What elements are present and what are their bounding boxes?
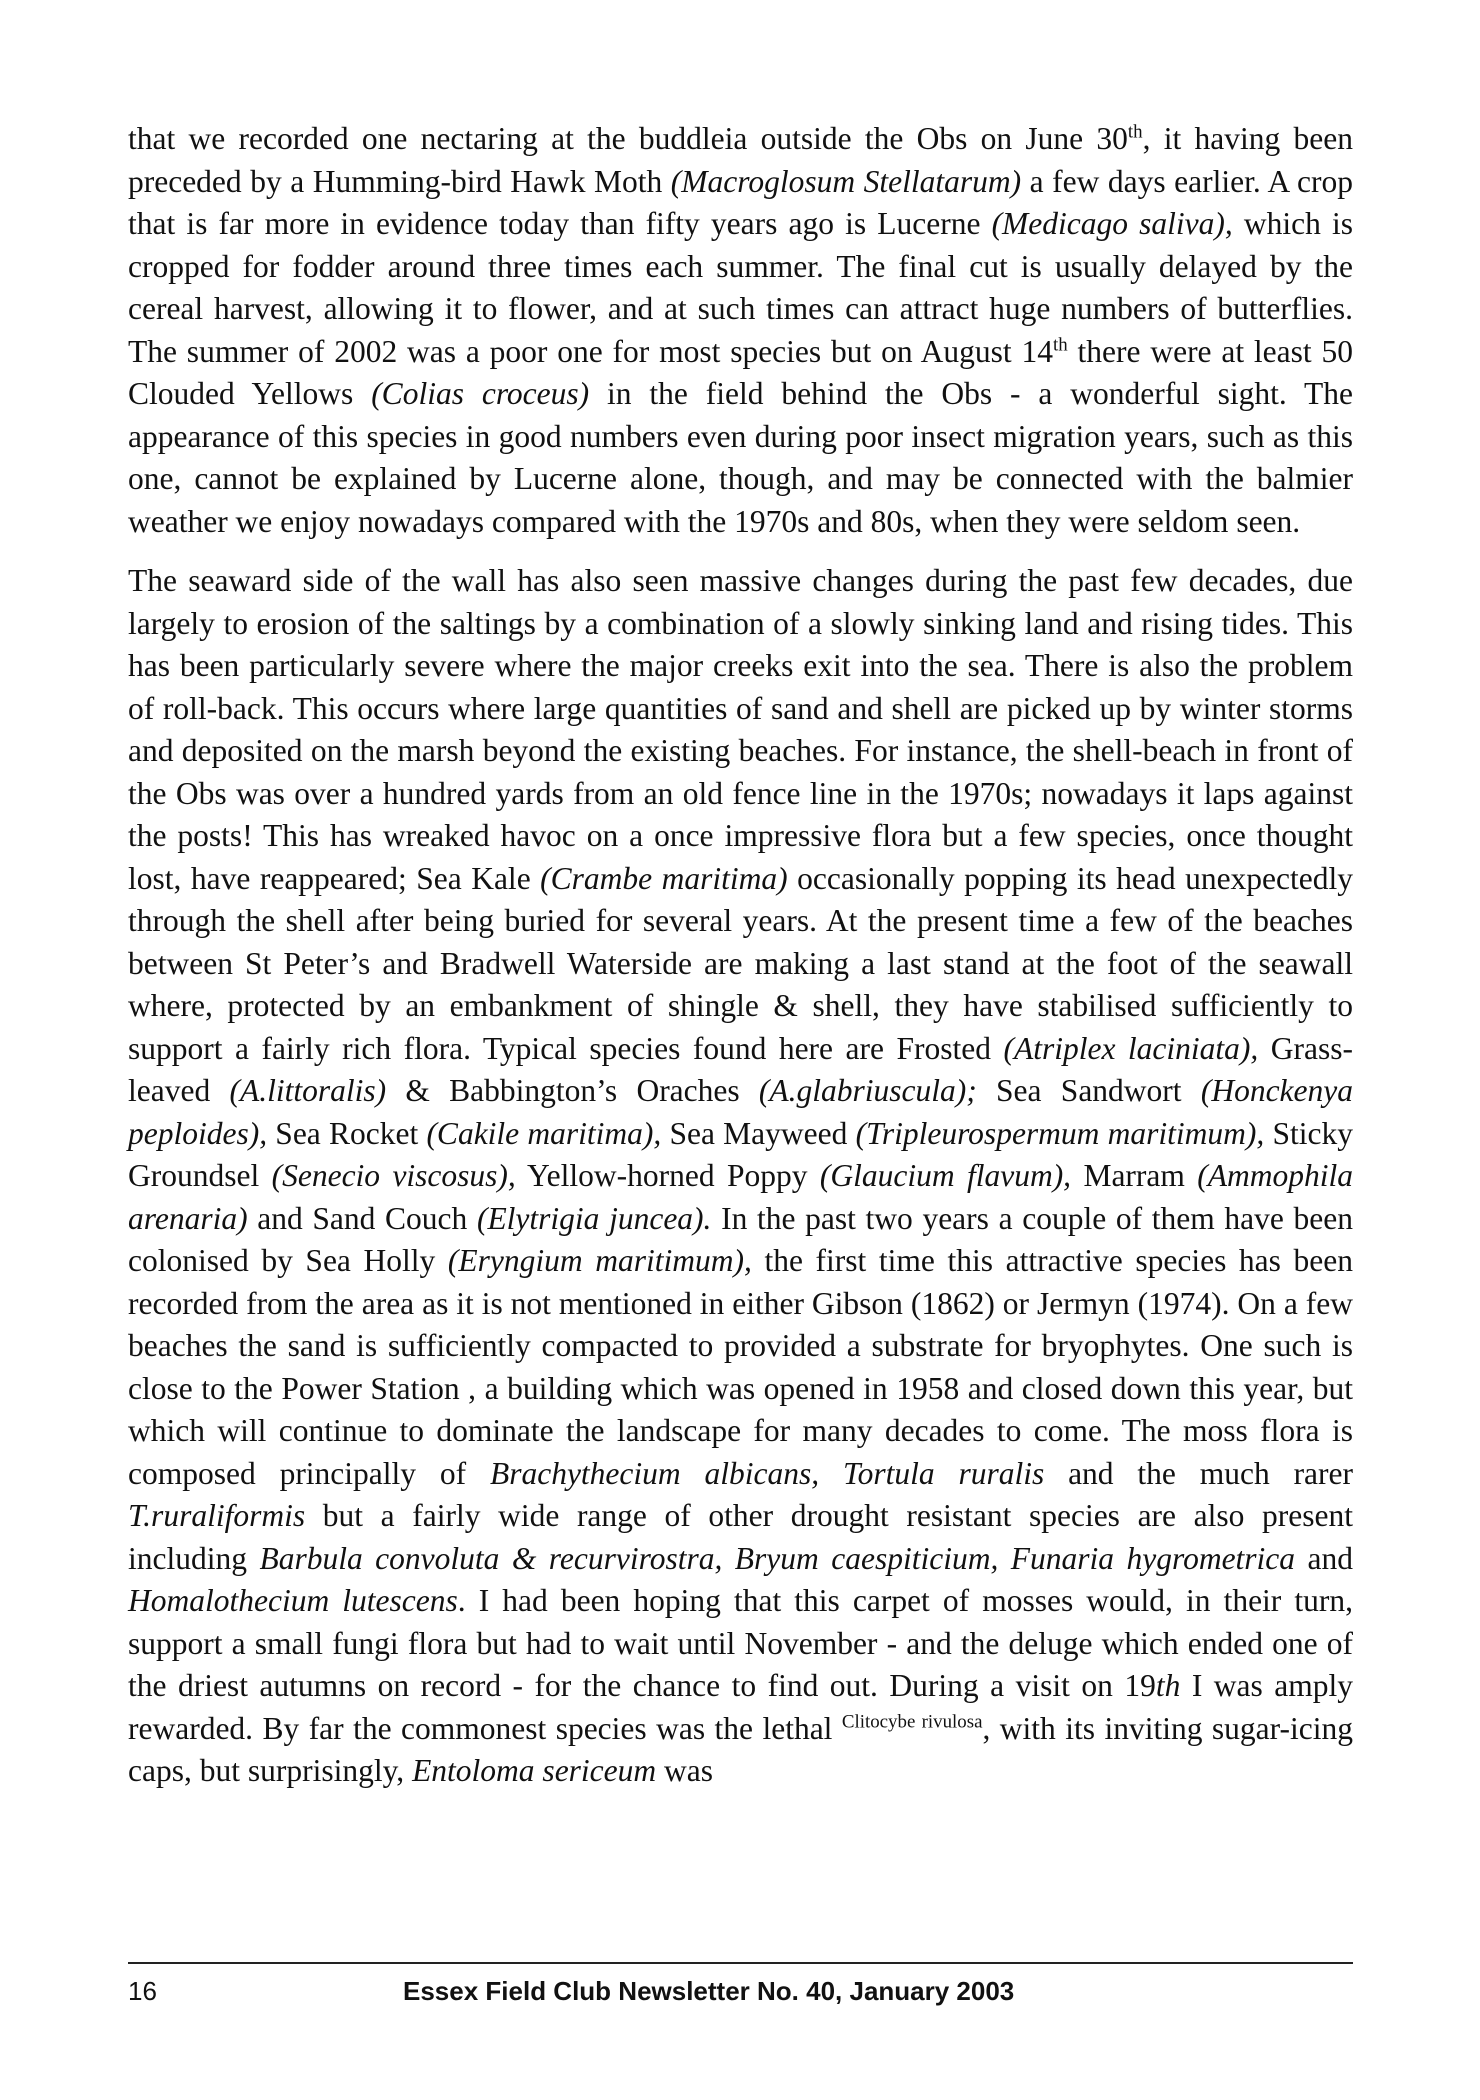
species-name: th (1155, 1668, 1181, 1703)
species-name: (Macroglosum Stellatarum) (670, 163, 1022, 199)
species-name: (Honckenya peploides), (128, 1073, 1353, 1151)
species-name: (Senecio viscosus), (271, 1158, 516, 1193)
species-name: (Colias croceus) (371, 376, 590, 411)
species-name: (Elytrigia juncea). (476, 1200, 712, 1236)
superscript: Clitocybe rivulosa (841, 1711, 983, 1732)
species-name: (Medicago saliva), (991, 206, 1233, 241)
text-run: , it having been preceded by a Humming-bird Hawk Moth (128, 121, 1353, 199)
text-run: the first time this attractive species has been recorded from the area as it is not mentioned in either Gibson (1862) or Jermyn (1974). On a few beaches the sand is sufficiently compacted to provided a substrate for bryophytes. One such is close to the Power Station , a building which was opened in 1958 and closed down this year, but which will continue to dominate the landscape for many decades to come. The moss flora is composed principally of (128, 1243, 1353, 1491)
text-run: Sea Mayweed (661, 1115, 856, 1151)
species-name: (A.littoralis) (229, 1073, 387, 1108)
text-run: The seaward side of the wall has also seen massive changes during the past few decades, due largely to erosion of the saltings by a combination of a slowly sinking land and rising tides. This has been particularly severe where the major creeks exit into the sea. There is also the problem of roll-back. This occurs where large quantities of sand and shell are picked up by winter storms and deposited on the marsh beyond the existing beaches. For instance, the shell-beach in front of the Obs was over a hundred yards from an old fence line in the 1970s; nowadays it laps against the posts! This has wreaked havoc on a once impressive flora but a few species, once thought lost, have reappeared; Sea Kale (128, 563, 1353, 896)
page-number: 16 (128, 1976, 157, 2006)
superscript: th (1127, 121, 1143, 143)
text-run: & Babbington’s Oraches (386, 1073, 759, 1108)
text-run: in the field behind the Obs - a wonderful sight. The appearance of this species in good numbers even during poor insect migration years, such as this one, cannot be explained by Lucerne alone, though, and may be connected with the balmier weather we enjoy nowadays compared with the 1970s and 80s, when they were seldom seen. (128, 376, 1354, 539)
footer-rule (128, 1962, 1353, 1964)
newsletter-title: Essex Field Club Newsletter No. 40, January 2003 (403, 1976, 1015, 2006)
text-run: . I had been hoping that this carpet of mosses would, in their turn, support a small fungi flora but had to wait until November - and the deluge which ended one of the driest autumns on record - for the chance to find out. During a visit on 19 (128, 1583, 1353, 1703)
text-run: but a fairly wide range of other drought resistant species are also present including (128, 1498, 1353, 1576)
species-name: (Eryngium maritimum), (447, 1243, 752, 1278)
page-body (128, 118, 1353, 1793)
species-name: (Atriplex laciniata), (1003, 1030, 1259, 1066)
text-run: Marram (1071, 1158, 1198, 1193)
text-run: In the past two years a couple of them have been colonised by Sea Holly (128, 1200, 1353, 1278)
text-run: was (656, 1753, 714, 1788)
paragraph-2 (128, 560, 1353, 1793)
species-name: (Tripleurospermum maritimum), (855, 1115, 1265, 1151)
text-run: which is cropped for fodder around three times each summer. The final cut is usually delayed by the cereal harvest, allowing it to flower, and at such times can attract huge numbers of butterflies. The summer of 2002 was a poor one for most species but on August 14 (128, 206, 1353, 369)
superscript: th (1053, 334, 1068, 355)
text-run: Grass-leaved (128, 1030, 1353, 1108)
page-footer (128, 1976, 1353, 2016)
species-name: Barbula convoluta & recurvirostra, Bryum caespiticium, Funaria hygrometrica (259, 1540, 1296, 1576)
text-run: Sea Sandwort (976, 1073, 1201, 1108)
text-run: and (1295, 1540, 1353, 1576)
paragraph-1 (128, 118, 1353, 543)
species-name: (Ammophila arenaria) (128, 1158, 1354, 1236)
text-run: and the much rarer (1044, 1455, 1354, 1491)
species-name: Entoloma sericeum (412, 1753, 657, 1788)
text-run: Sticky Groundsel (128, 1115, 1353, 1193)
species-name: T.ruraliformis (128, 1498, 306, 1533)
text-run: Yellow-horned Poppy (515, 1158, 820, 1193)
species-name: (Crambe maritima) (540, 860, 788, 896)
text-run: there were at least 50 Clouded Yellows (128, 333, 1353, 411)
text-run: that we recorded one nectaring at the buddleia outside the Obs on June 30 (128, 121, 1128, 156)
species-name: (A.glabriuscula); (758, 1073, 977, 1108)
species-name: Brachythecium albicans, Tortula ruralis (489, 1455, 1045, 1491)
text-run: a few days earlier. A crop that is far more in evidence today than fifty years ago is Lucerne (128, 163, 1354, 241)
text-run: , with its inviting sugar-icing caps, but surprisingly, (128, 1710, 1353, 1788)
text-run: and Sand Couch (247, 1200, 477, 1236)
species-name: (Cakile maritima), (426, 1115, 662, 1151)
species-name: Homalothecium lutescens (128, 1583, 458, 1618)
species-name: (Glaucium flavum), (819, 1158, 1072, 1193)
text-run: occasionally popping its head unexpectedly through the shell after being buried for several years. At the present time a few of the beaches between St Peter’s and Bradwell Waterside are making a last stand at the foot of the seawall where, protected by an embankment of shingle & shell, they have stabilised sufficiently to support a fairly rich flora. Typical species found here are Frosted (128, 860, 1354, 1066)
text-run: I was amply rewarded. By far the commonest species was the lethal (128, 1668, 1353, 1746)
text-run: Sea Rocket (267, 1115, 427, 1151)
